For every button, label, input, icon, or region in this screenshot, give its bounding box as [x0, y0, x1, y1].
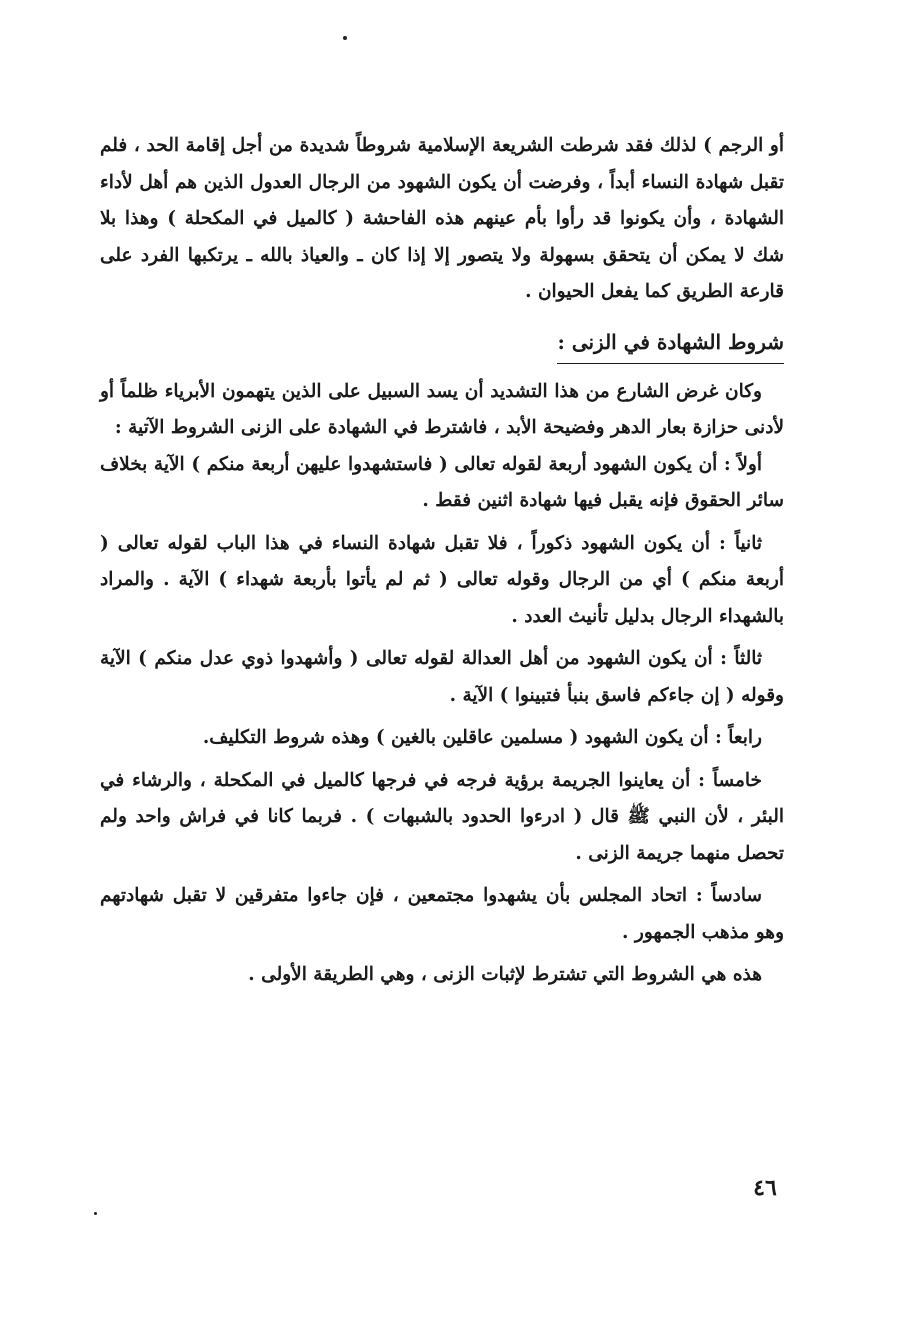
print-speck — [343, 36, 347, 40]
condition-2: ثانياً : أن يكون الشهود ذكوراً ، فلا تقبل شهادة النساء في هذا الباب لقوله تعالى ( أربعة منكم ) أي من الرجال وقوله تعالى ( ثم لم يأتوا بأربعة شهداء ) الآية . والمراد بالشهداء الرجال بدليل تأنيث العدد . — [100, 532, 784, 627]
intro-paragraph: أو الرجم ) لذلك فقد شرطت الشريعة الإسلامية شروطاً شديدة من أجل إقامة الحد ، فلم تقبل شهادة النساء أبداً ، وفرضت أن يكون الشهود من الرجال العدول الذين هم أهل لأداء الشهادة ، وأن يكونوا قد رأوا بأم عينهم هذه الفاحشة ( كالميل في المكحلة ) وهذا بلا شك لا يمكن أن يتحقق بسهولة ولا يتصور إلا إذا كان ـ والعياذ بالله ـ يرتكبها الفرد على قارعة الطريق كما يفعل الحيوان . — [100, 135, 784, 302]
section-intro-paragraph: وكان غرض الشارع من هذا التشديد أن يسد السبيل على الذين يتهمون الأبرياء ظلماً أو لأدنى حزازة بعار الدهر وفضيحة الأبد ، فاشترط في الشهادة على الزنى الشروط الآتية : — [100, 380, 784, 438]
page-body — [100, 128, 784, 994]
section-heading: شروط الشهادة في الزنى : — [557, 325, 784, 364]
section-heading-wrap — [100, 311, 784, 374]
page-number: ٤٦ — [753, 1175, 777, 1201]
condition-1: أولاً : أن يكون الشهود أربعة لقوله تعالى ( فاستشهدوا عليهن أربعة منكم ) الآية بخلاف سائر الحقوق فإنه يقبل فيها شهادة اثنين فقط . — [100, 453, 784, 511]
closing-line: هذه هي الشروط التي تشترط لإثبات الزنى ، وهي الطريقة الأولى . — [248, 964, 762, 985]
condition-4: رابعاً : أن يكون الشهود ( مسلمين عاقلين بالغين ) وهذه شروط التكليف. — [202, 727, 762, 748]
condition-3: ثالثاً : أن يكون الشهود من أهل العدالة لقوله تعالى ( وأشهدوا ذوي عدل منكم ) الآية وقوله ( إن جاءكم فاسق بنبأ فتبينوا ) الآية . — [100, 648, 784, 706]
condition-6: سادساً : اتحاد المجلس بأن يشهدوا مجتمعين ، فإن جاءوا متفرقين لا تقبل شهادتهم وهو مذهب الجمهور . — [100, 885, 784, 943]
condition-5: خامساً : أن يعاينوا الجريمة برؤية فرجه في فرجها كالميل في المكحلة ، والرشاء في البئر ، لأن النبي ﷺ قال ( ادرءوا الحدود بالشبهات ) . فربما كانا في فراش واحد ولم تحصل منهما جريمة الزنى . — [100, 769, 784, 864]
print-speck — [94, 1212, 97, 1215]
